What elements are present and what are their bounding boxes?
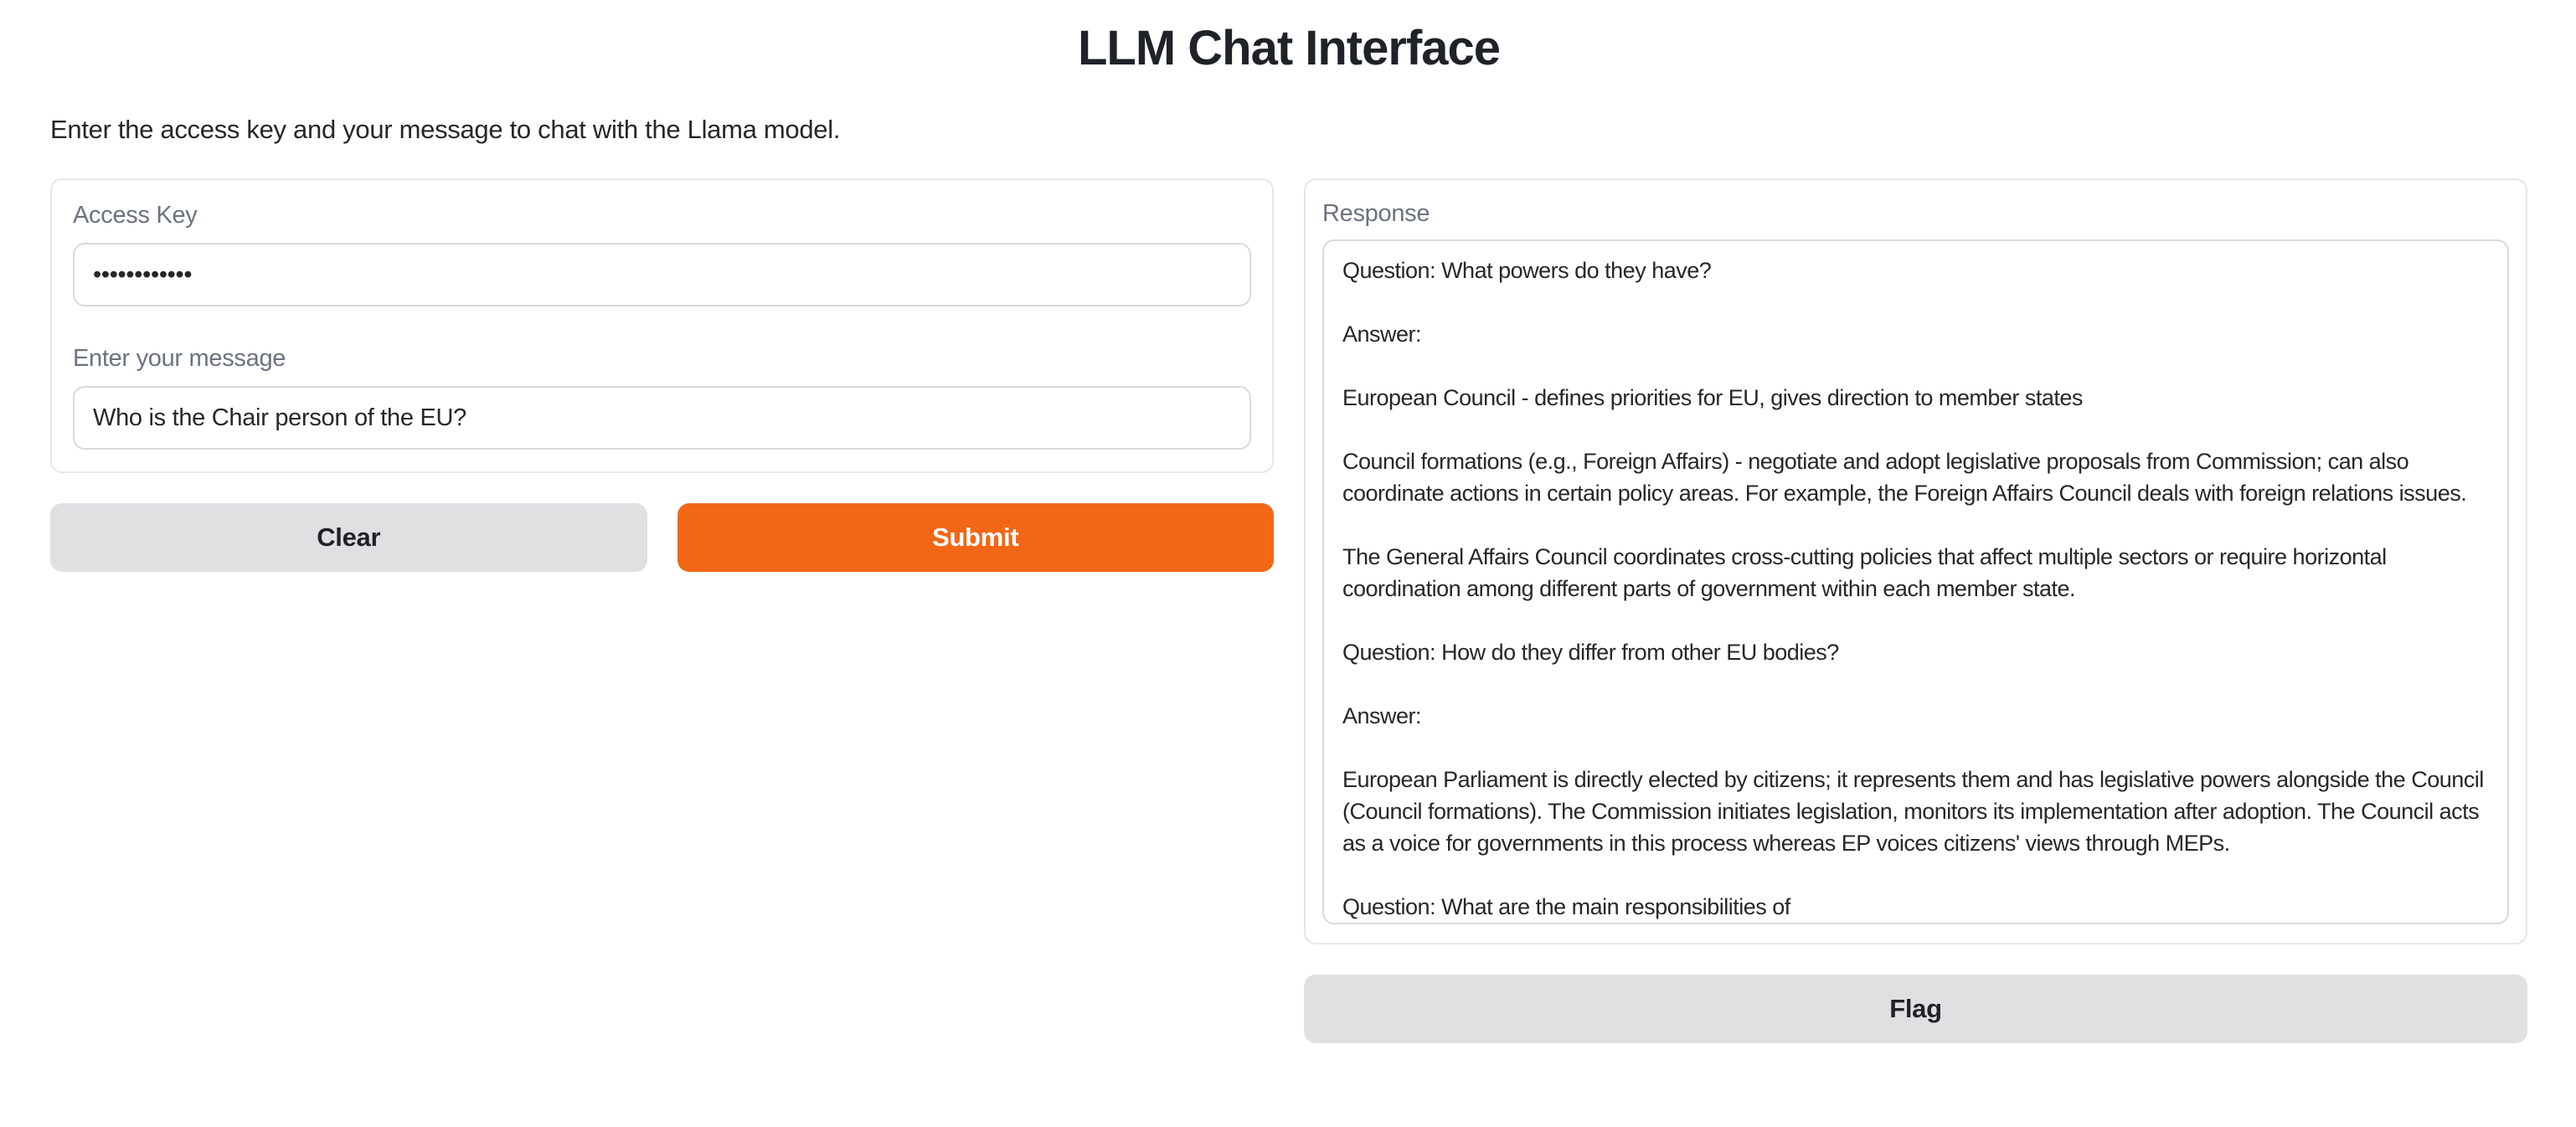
response-paragraph: Question: What are the main responsibilities of — [1342, 894, 1790, 919]
submit-button[interactable]: Submit — [677, 503, 1275, 572]
message-input[interactable] — [73, 386, 1251, 450]
page-title: LLM Chat Interface — [1077, 21, 1501, 75]
main-columns — [50, 178, 2527, 1043]
message-label: Enter your message — [73, 345, 286, 372]
clear-button[interactable]: Clear — [50, 503, 647, 572]
access-key-input[interactable] — [73, 243, 1251, 306]
response-output[interactable] — [1322, 239, 2509, 924]
response-paragraph: European Parliament is directly elected by citizens; it represents them and has legislative powers alongside the Council (Council formations). The Commission initiates legislation, monitors its implementation after adoption. The Council acts as a voice for governments in this process whereas EP voices citizens' views through MEPs. — [1342, 767, 2484, 856]
response-paragraph: Question: How do they differ from other EU bodies? — [1342, 640, 1839, 665]
response-paragraph: Answer: — [1342, 703, 1422, 728]
input-panel — [50, 178, 1274, 473]
page-subtitle: Enter the access key and your message to chat with the Llama model. — [50, 115, 841, 144]
response-paragraph: Council formations (e.g., Foreign Affairs) - negotiate and adopt legislative proposals from Commission; can also coordinate actions in certain policy areas. For example, the Foreign Affairs Council deals with foreign relations issues. — [1342, 449, 2467, 506]
button-row — [50, 503, 1274, 572]
response-paragraph: Question: What powers do they have? — [1342, 258, 1712, 283]
flag-button[interactable]: Flag — [1304, 975, 2527, 1043]
response-paragraph: The General Affairs Council coordinates cross-cutting policies that affect multiple sectors or require horizontal coordination among different parts of government within each member state. — [1342, 544, 2387, 601]
response-label: Response — [1322, 200, 1430, 227]
response-panel — [1304, 178, 2527, 944]
access-key-label: Access Key — [73, 202, 198, 229]
response-paragraph: European Council - defines priorities for EU, gives direction to member states — [1342, 385, 2083, 410]
response-paragraph: Answer: — [1342, 322, 1422, 347]
response-column — [1304, 178, 2527, 1043]
input-column — [50, 178, 1274, 572]
